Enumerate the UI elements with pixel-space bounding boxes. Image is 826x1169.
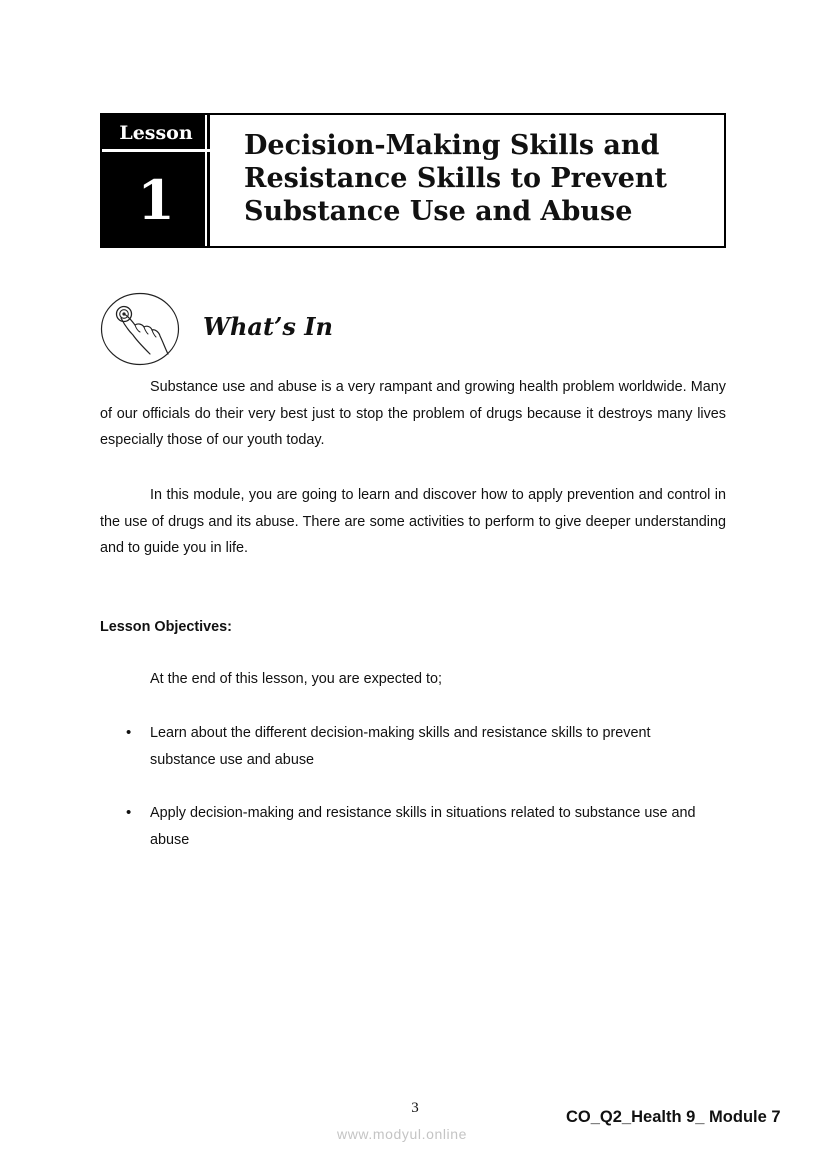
paragraph-text: Substance use and abuse is a very rampant and growing health problem worldwide. Many of our officials do their very best just to stop the problem of drugs because it destroys many lives especially those of our youth today.: [100, 379, 726, 448]
module-code: CO_Q2_Health 9_ Module 7: [566, 1108, 781, 1126]
lesson-label: Lesson: [102, 118, 210, 152]
objectives-heading: Lesson Objectives:: [100, 619, 232, 635]
lesson-title: [244, 129, 714, 228]
bullet-icon: •: [126, 804, 132, 821]
bullet-icon: •: [126, 724, 132, 741]
paragraph: [100, 482, 726, 562]
paragraph-text: In this module, you are going to learn and discover how to apply prevention and control in the use of drugs and its abuse. There are some activities to perform to give deeper understanding and to guide you in life.: [100, 487, 726, 556]
lesson-header: [100, 113, 726, 248]
pointing-hand-icon: [100, 292, 182, 366]
paragraph: [100, 374, 726, 454]
lesson-tab-divider: [205, 115, 207, 246]
lesson-tab: [102, 115, 210, 246]
objectives-intro: At the end of this lesson, you are expected to;: [150, 671, 442, 687]
section-title: What’s In: [203, 312, 333, 341]
lesson-number: 1: [137, 168, 175, 232]
lesson-title-line: Decision-Making Skills and: [244, 130, 660, 161]
list-item-text: Learn about the different decision-making skills and resistance skills to prevent substance use and abuse: [150, 725, 651, 768]
list-item-text: Apply decision-making and resistance skills in situations related to substance use and abuse: [150, 805, 696, 848]
watermark: www.modyul.online: [337, 1126, 468, 1142]
page-number: 3: [411, 1100, 419, 1116]
lesson-title-line: Resistance Skills to Prevent: [244, 163, 668, 194]
lesson-title-line: Substance Use and Abuse: [244, 196, 633, 227]
